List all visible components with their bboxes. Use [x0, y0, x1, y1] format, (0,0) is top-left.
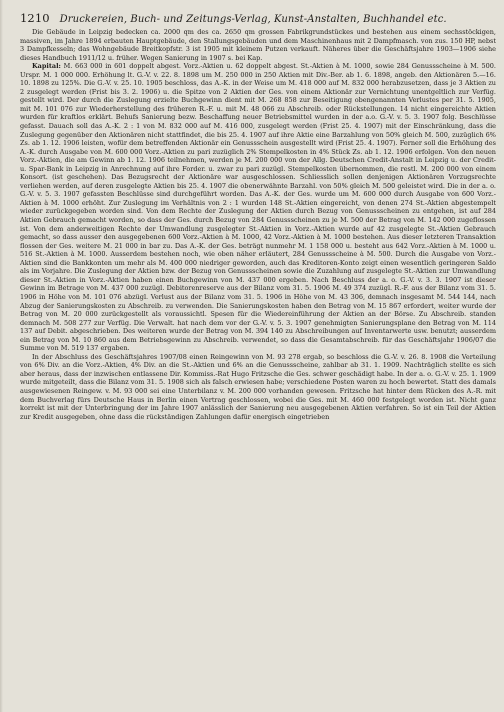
body-text — [20, 28, 496, 421]
paragraph-text: In der Abschluss des Geschäftsjahres 1907/08 einen Reingewinn von M. 93 278 ergab, so beschloss die G.-V. v. 26. 8. 1908 die Verteilung von 6% Div. an die Vorz.-Aktien, 4% Div. an die St.-Aktien und 6% an die Genussscheine, zahlbar ab 31. 1. 1909. Nachträglich stellte es sich aber heraus, dass der inzwischen entlassene Dir. Kommiss.-Rat Hugo Fritzsche die Ges. schwer geschädigt habe. In der a. o. G.-V. v. 25. 1. 1909 wurde mitgeteilt, dass die Bilanz vom 31. 5. 1908 sich als falsch erwiesen habe; verschiedene Posten waren zu hoch bewertet. Statt des damals ausgewiesenen Reingew. v. M. 93 000 sei eine Unterbilanz v. M. 200 000 vorhanden gewesen. Fritzsche hat hinter dem Rücken des A.-R. mit dem Buchverlag fürs Deutsche Haus in Berlin einen Vertrag geschlossen, wobei die Ges. mit M. 460 000 festgelegt worden ist. Nicht ganz korrekt ist mit der Unterbringung der im Jahre 1907 anlässlich der Sanierung neu ausgegebenen Aktien verfahren. So ist ein Teil der Aktien zur Kredit ausgegeben, ohne dass die rückständigen Zahlungen dafür energisch eingetrieben — [20, 352, 496, 421]
page-number: 1210 — [20, 11, 50, 25]
paragraph-buildings — [20, 28, 496, 62]
paragraph-fiscal-year — [20, 353, 496, 421]
section-heading-capital: Kapital: — [32, 62, 61, 71]
running-head: Druckereien, Buch- und Zeitungs-Verlag, Kunst-Anstalten, Buchhandel etc. — [59, 14, 447, 25]
paragraph-text: M. 663 000 in 601 doppelt abgest. Vorz.-Aktien u. 62 doppelt abgest. St.-Aktien à M. 1000, sowie 284 Genussscheine à M. 500. Urspr. M. 1 000 000. Erhöhung lt. G.-V. v. 22. 8. 1898 um M. 250 000 in 250 Aktien mit Div.-Ber. ab 1. 6. 1898, angeb. den Aktionären 5.—16. 10. 1898 zu 125%. Die G.-V. v. 25. 10. 1905 beschloss, das A.-K. in der Weise um M. 418 000 auf M. 832 000 herabzusetzen, dass je 3 Aktien zu 2 zusgelegt werden (Frist bis 3. 2. 1906) u. die Spitze von 2 Aktien der Ges. von einem Aktionär zur Vernichtung unentgeltlich zur Verfüg. gestellt wird. Der durch die Zuslegung erzielte Buchgewinn dient mit M. 268 858 zur Beseitigung obengenannten Verlustes per 31. 5. 1905, mit M. 101 076 zur Wiederherstellung des früheren R.-F. u. mit M. 48 066 zu Abschreib. oder Rückstellungen. 14 nicht eingereichte Aktien wurden für kraftlos erklärt. Behufs Sanierung bezw. Beschaffung neuer Betriebsmittel wurden in der a.o. G.-V. v. 5. 3. 1907 folg. Beschlüsse gefasst. Dauach soll das A.-K. 2 : 1 von M. 832 000 auf M. 416 000, zusgelegt werden (Frist 25. 4. 1907) mit der Einschränkung, dass die Zuslegung gegenüber den Aktionären nicht stattfindet, die bis 25. 4. 1907 auf ihre Aktie eine Barzahlung von 50% gleich M. 500, zuzüglich 6% Zs. ab 1. 12. 1906 leisten, wofür dem betreffenden Aktionär ein Genussschein ausgestellt wird (Frist 25. 4. 1907). Ferner soll die Erhöhung des A.-K. durch Ausgabe von M. 600 000 Vorz.-Aktien zu pari zuzüglich 2% Stempelkosten in 4% Stück Zs. ab 1. 12. 1906 erfolgen. Von den neuen Vorz.-Aktien, die am Gewinn ab 1. 12. 1906 teilnehmen, werden je M. 200 000 von der Allg. Deutschen Credit-Anstalt in Leipzig u. der Credit- u. Spar-Bank in Leipzig in Anrechnung auf ihre Forder. u. zwar zu pari zuzügl. Stempelkosten übernommen, die restl. M. 200 000 von einem Konsort. (ist geschehen). Das Bezugsrecht der Aktionäre war ausgeschlossen. Schliesslich sollen denjenigen Aktionären Vorzugsrechte verliehen werden, auf deren zusgelegte Aktien bis 25. 4. 1907 die obenerwähnte Barzahl. von 50% gleich M. 500 geleistet wird. Die in der a. o. G.-V. v. 5. 3. 1907 gefassten Beschlüsse sind durchgeführt worden. Das A.-K. der Ges. wurde um M. 600 000 durch Ausgabe von 600 Vorz.-Aktien à M. 1000 erhöht. Zur Zuslegung im Verhältnis von 2 : 1 wurden 148 St.-Aktien eingereicht, von denen 274 St.-Aktien abgestempelt wieder zurückgegeben worden sind. Von dem Rechte der Zuslegung der Aktien durch Bezug von Genussscheinen zu entgehen, ist auf 284 Aktien Gebrauch gemacht worden, so dass der Ges. durch Bezug von 284 Genussscheinen zu je M. 500 der Betrag von M. 142 000 zugeflossen ist. Von dem anderweitigen Rechte der Umwandlung zusgelegter St.-Aktien in Vorz.-Aktien wurde auf 42 zusgelegte St.-Aktien Gebrauch gemacht, so dass ausser den ausgegebenen 600 Vorz.-Aktien à M. 1000, 42 Vorz.-Aktien à M. 1000 bestehen. Aus dieser letzteren Transaktion flossen der Ges. weitere M. 21 000 in bar zu. Das A.-K. der Ges. beträgt nunmehr M. 1 158 000 u. besteht aus 642 Vorz.-Aktien à M. 1000 u. 516 St.-Aktien à M. 1000. Ausserdem bestehen noch, wie oben näher erläutert, 284 Genussscheine à M. 500. Durch die Ausgabe von Vorz.-Aktien sind die Bankkonten um mehr als M. 400 000 niedriger geworden, auch das Kreditoren-Konto zeigt einen wesentlich geringeren Saldo als im Vorjahre. Die Zuslegung der Aktien bzw. der Bezug von Genussscheinen sowie die Zuzahlung auf zusgelegte St.-Aktien zur Umwandlung dieser St.-Aktien in Vorz.-Aktien haben einen Buchgewinn von M. 437 000 ergeben. Nach Beschluss der a. o. G.-V. v. 3. 3. 1907 ist dieser Gewinn im Betrage von M. 437 000 zuzügl. Debitorenreserve aus der Bilanz vom 31. 5. 1906 M. 49 374 zuzügl. R.-F. aus der Bilanz vom 31. 5. 1906 in Höhe von M. 101 076 abzügl. Verlust aus der Bilanz vom 31. 5. 1906 in Höhe von M. 43 306, demnach insgesamt M. 544 144, nach Abzug der Sanierungskosten zu Abschreib. zu verwenden. Die Sanierungskosten haben den Betrag von M. 15 867 erfordert, weiter wurde der Betrag von M. 20 000 zurückgestellt als voraussichtl. Spesen für die Wiedereinführung der Aktien an der Börse. Zu Abschreib. standen demnach M. 508 277 zur Verfüg. Die Verwalt. hat nach dem vor der G.-V. v. 5. 3. 1907 genehmigten Sanierungsplane den Betrag von M. 114 137 auf Debit. abgeschrieben. Des weiteren wurde der Betrag von M. 394 140 zu Abschreibungen auf Inventarwerte usw. benutzt; ausserdem ein Betrag von M. 10 860 aus dem Betriebsgewinn zu Abschreib. verwendet, so dass die Gesamtabschreib. für das Geschäftsjahr 1906/07 die Summe von M. 519 137 ergaben. — [20, 62, 496, 353]
scan-edge-shadow — [0, 0, 3, 712]
paragraph-text: Die Gebäude in Leipzig bedecken ca. 2000 qm des ca. 2650 qm grossen Fabrikgrundstückes und bestehen aus einem sechsstöckigen, massiven, im Jahre 1894 erbauten Hauptgebäude, den Stallungsgebäuden und dem Maschinenhaus mit 2 Dampfmasch. von zus. 150 HP, nebst 3 Dampfkesseln; das Wohngebäude Breitkopfstr. 3 ist 1905 mit kleinem Putzen verkauft. Näheres über die Geschäftsjahre 1903—1906 siehe dieses Handbuch 1911/12 u. früher. Wegen Sanierung in 1907 s. bei Kap. — [20, 28, 496, 62]
page-header — [20, 11, 496, 25]
paragraph-capital — [20, 62, 496, 353]
